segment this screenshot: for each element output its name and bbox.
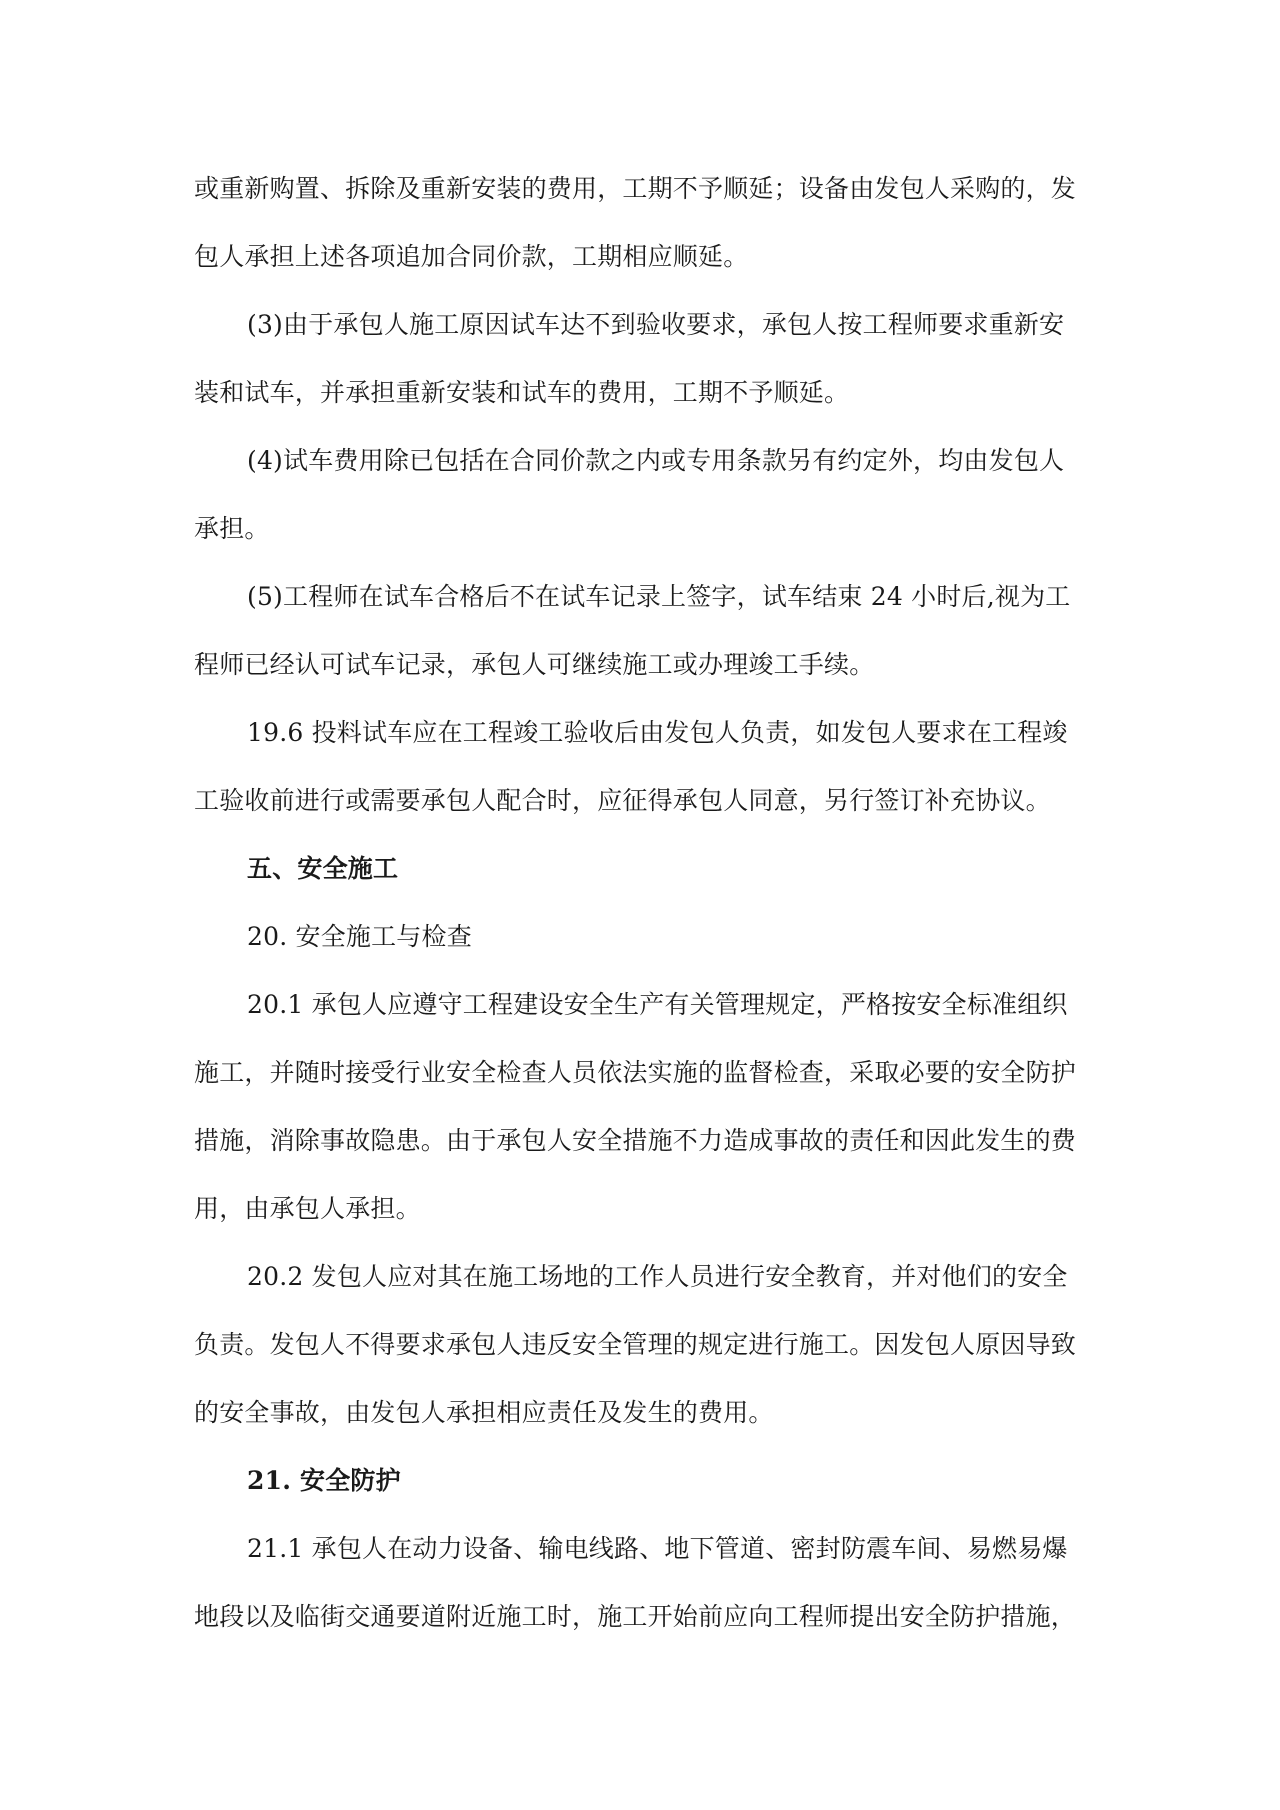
paragraph-line: 包人承担上述各项追加合同价款，工期相应顺延。 [194, 242, 749, 271]
paragraph-line: (4)试车费用除已包括在合同价款之内或专用条款另有约定外，均由发包人 [247, 446, 1065, 475]
section-heading: 五、安全施工 [247, 854, 399, 883]
paragraph-line: 地段以及临街交通要道附近施工时，施工开始前应向工程师提出安全防护措施， [194, 1602, 1077, 1631]
paragraph-line: (5)工程师在试车合格后不在试车记录上签字，试车结束 24 小时后,视为工 [247, 582, 1071, 611]
paragraph-line: 施工，并随时接受行业安全检查人员依法实施的监督检查，采取必要的安全防护 [194, 1058, 1077, 1087]
paragraph-line: 21.1 承包人在动力设备、输电线路、地下管道、密封防震车间、易燃易爆 [247, 1534, 1068, 1563]
paragraph-line: 措施，消除事故隐患。由于承包人安全措施不力造成事故的责任和因此发生的费 [194, 1126, 1077, 1155]
paragraph-line: (3)由于承包人施工原因试车达不到验收要求，承包人按工程师要求重新安 [247, 310, 1065, 339]
paragraph-line: 工验收前进行或需要承包人配合时，应征得承包人同意，另行签订补充协议。 [194, 786, 1051, 815]
paragraph-line: 负责。发包人不得要求承包人违反安全管理的规定进行施工。因发包人原因导致 [194, 1330, 1077, 1359]
paragraph-line: 程师已经认可试车记录，承包人可继续施工或办理竣工手续。 [194, 650, 875, 679]
paragraph-line: 装和试车，并承担重新安装和试车的费用，工期不予顺延。 [194, 378, 850, 407]
paragraph-line: 20.1 承包人应遵守工程建设安全生产有关管理规定，严格按安全标准组织 [247, 990, 1068, 1019]
subsection-heading: 21. 安全防护 [247, 1466, 401, 1495]
paragraph-line: 19.6 投料试车应在工程竣工验收后由发包人负责，如发包人要求在工程竣 [247, 718, 1068, 747]
paragraph-line: 20.2 发包人应对其在施工场地的工作人员进行安全教育，并对他们的安全 [247, 1262, 1068, 1291]
paragraph-line: 用，由承包人承担。 [194, 1194, 421, 1223]
paragraph-line: 的安全事故，由发包人承担相应责任及发生的费用。 [194, 1398, 774, 1427]
subsection-heading: 20. 安全施工与检查 [247, 922, 472, 951]
paragraph-line: 承担。 [194, 514, 270, 543]
paragraph-line: 或重新购置、拆除及重新安装的费用，工期不予顺延；设备由发包人采购的，发 [194, 174, 1077, 203]
